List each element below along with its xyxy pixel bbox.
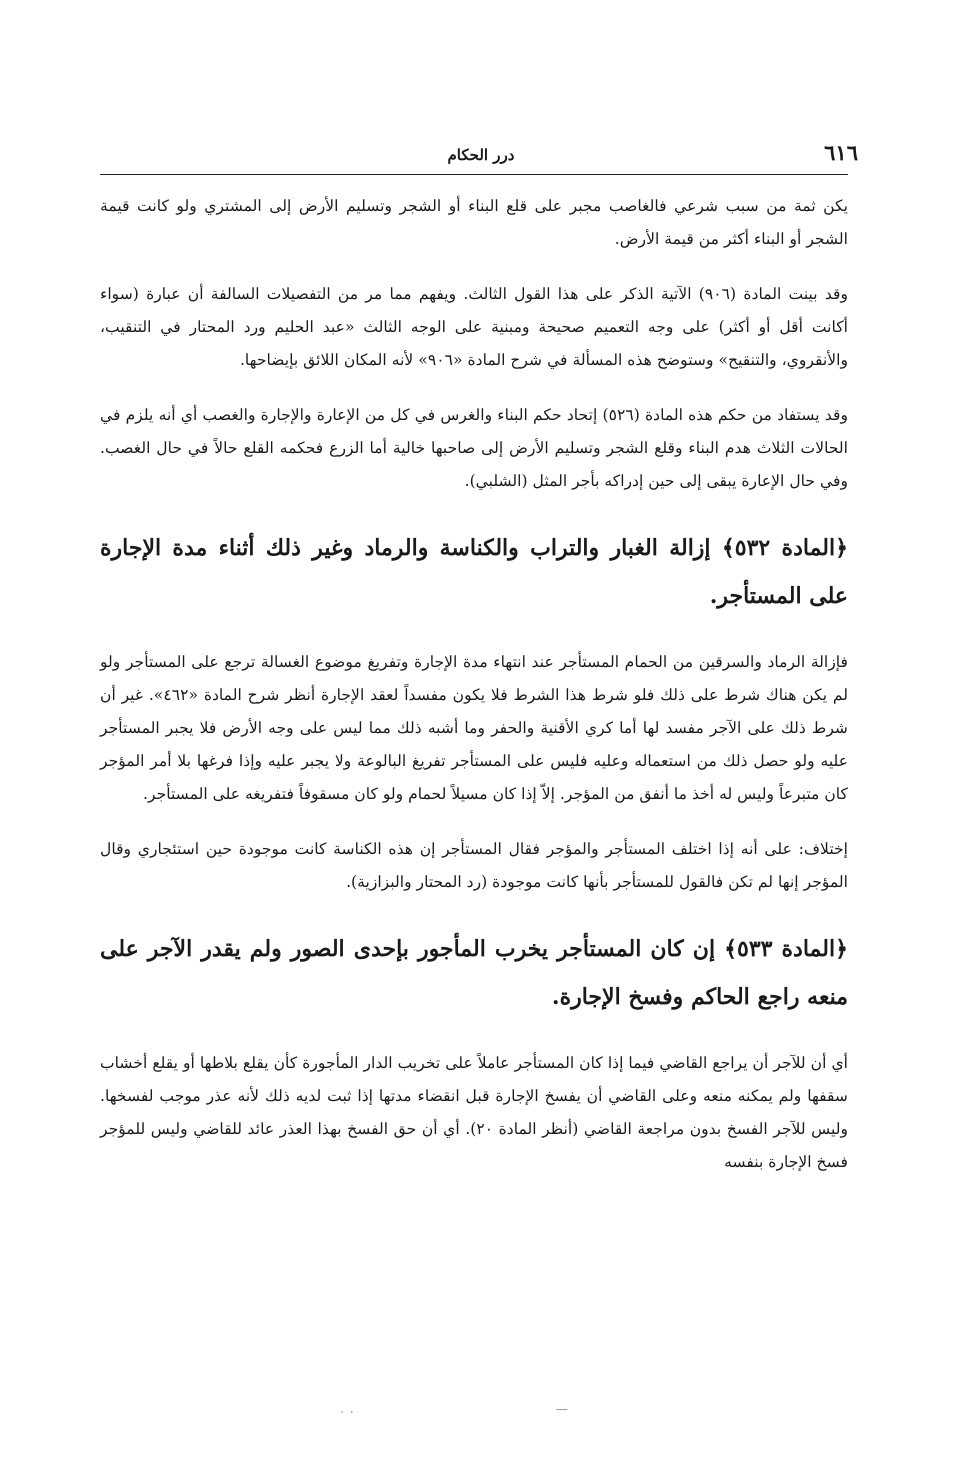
paragraph-article-526-note: وقد يستفاد من حكم هذه المادة (٥٢٦) إتحاد حكم البناء والغرس في كل من الإعارة والإجارة والغصب أي أنه يلزم في الحالات الثلاث هدم البناء وقلع الشجر وتسليم الأرض إلى صاحبها خالية أما الزرع فحكمه القلع حالاً في حال الغصب. وفي حال الإعارة يبقى إلى حين إدراكه بأجر المثل (الشلبي). (100, 406, 848, 490)
footer-marks: — .. (340, 1402, 574, 1416)
paragraph-article-532-commentary: فإزالة الرماد والسرقين من الحمام المستأجر عند انتهاء مدة الإجارة وتفريغ موضوع الغسالة ترجع على المستأجر ولو لم يكن هناك شرط على ذلك فلو شرط هذا الشرط فلا يكون مفسداً لعقد الإجارة أنظر شرح المادة «٤٦٢». غير أن شرط ذلك على الآجر مفسد لها أما كري الأقنية والحفر وما أشبه ذلك مما ليس على وجه الأرض فلا يجبر المستأجر عليه ولو حصل ذلك من استعماله وعليه فليس على المستأجر تفريغ البالوعة ولا يجبر عليه وإذا فرغها بلا أمر المؤجر كان متبرعاً وليس له أخذ ما أنفق من المؤجر. إلاّ إذا كان مسيلاً لحمام ولو كان مسقوفاً فتفريغه على المستأجر. (100, 653, 849, 803)
running-head: درر الحكام (447, 146, 515, 164)
text-column (100, 190, 848, 1201)
article-533-heading: ﴿المادة ٥٣٣﴾ إن كان المستأجر يخرب المأجور بإحدى الصور ولم يقدر الآجر على منعه راجع الحاكم وفسخ الإجارة. (100, 936, 848, 1010)
page-number: ٦١٦ (824, 140, 858, 165)
article-532-heading: ﴿المادة ٥٣٢﴾ إزالة الغبار والتراب والكناسة والرماد وغير ذلك أثناء مدة الإجارة على المستأجر. (100, 535, 848, 609)
paragraph-dispute: إختلاف: على أنه إذا اختلف المستأجر والمؤجر فقال المستأجر إن هذه الكناسة كانت موجودة حين استئجاري وقال المؤجر إنها لم تكن فالقول للمستأجر بأنها كانت موجودة (رد المحتار والبزازية). (100, 840, 848, 891)
paragraph-continuation: يكن ثمة من سبب شرعي فالغاصب مجبر على قلع البناء أو الشجر وتسليم الأرض إلى المشتري ولو كانت قيمة الشجر أو البناء أكثر من قيمة الأرض. (100, 197, 848, 248)
header-rule (100, 174, 848, 175)
paragraph-article-533-commentary: أي أن للآجر أن يراجع القاضي فيما إذا كان المستأجر عاملاً على تخريب الدار المأجورة كأن يقلع بلاطها أو يقلع أخشاب سقفها ولم يمكنه منعه وعلى القاضي أن يفسخ الإجارة قبل انقضاء مدتها إذا ثبت لديه ذلك لأنه عذر موجب لفسخها. وليس للآجر الفسخ بدون مراجعة القاضي (أنظر المادة ٢٠). أي أن حق الفسخ بهذا العذر عائد للقاضي وليس للمؤجر فسخ الإجارة بنفسه (100, 1054, 849, 1171)
paragraph-article-906-note: وقد بينت المادة (٩٠٦) الآتية الذكر على هذا القول الثالث. ويفهم مما مر من التفصيلات السالفة أن عبارة (سواء أكانت أقل أو أكثر) على وجه التعميم صحيحة ومبنية على الوجه الثالث «عبد الحليم ورد المحتار في التنقيب، والأنقروي، والتنقيح» وستوضح هذه المسألة في شرح المادة «٩٠٦» لأنه المكان اللائق بإيضاحها. (100, 285, 848, 369)
